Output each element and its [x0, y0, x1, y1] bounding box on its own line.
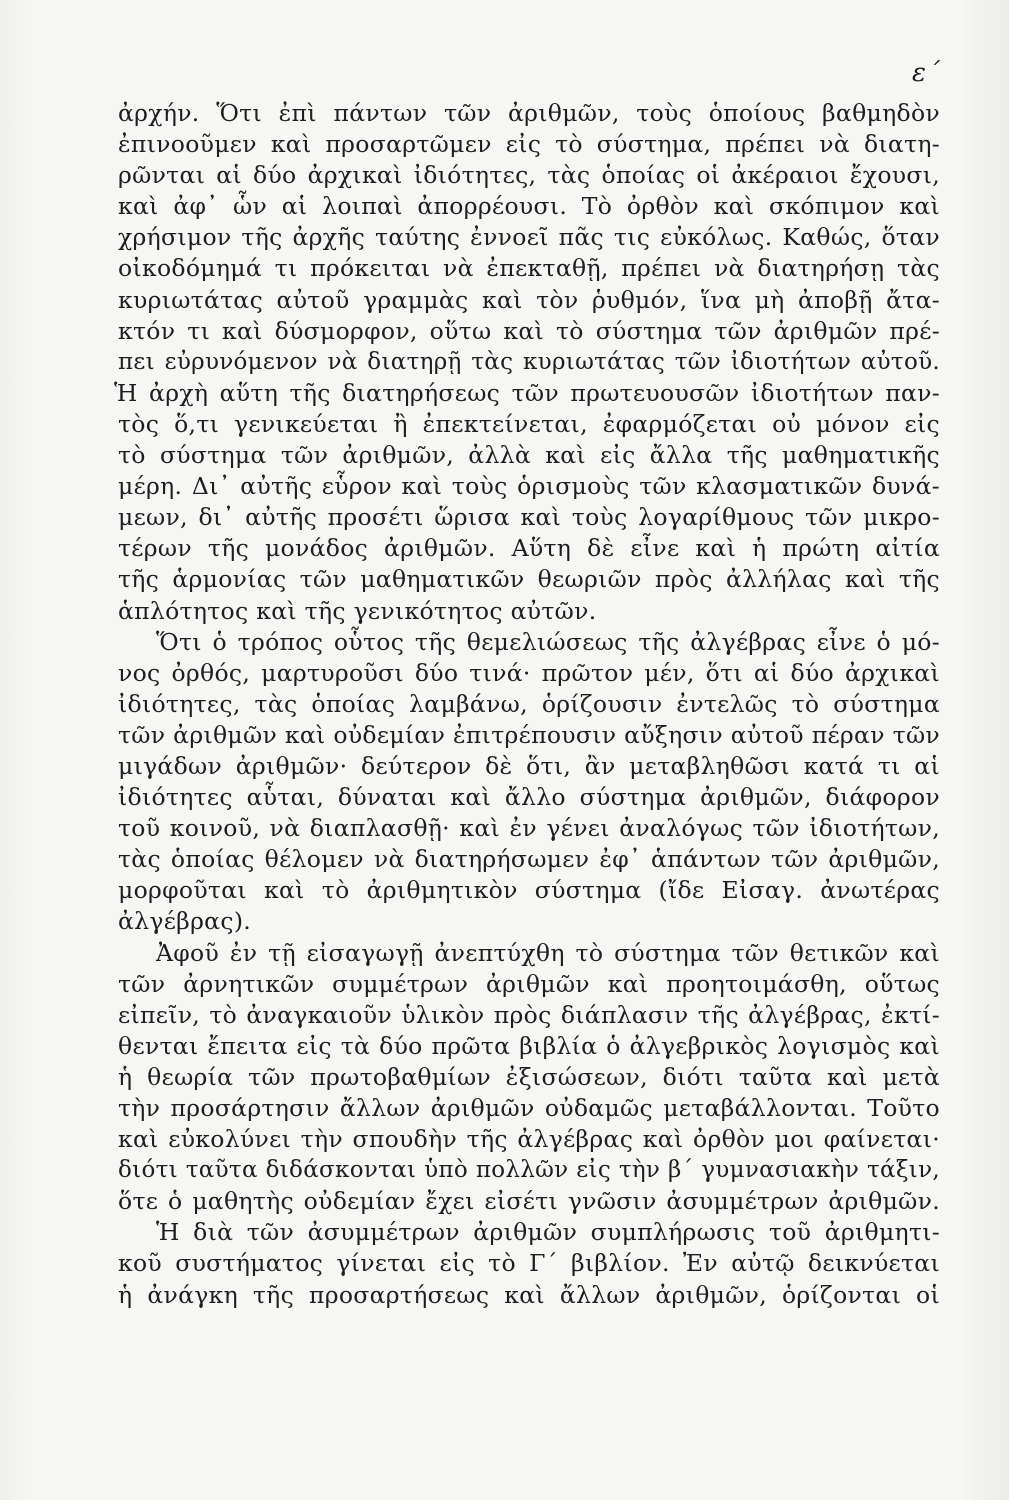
text-line: ἁπλότητος καὶ τῆς γενικότητος αὐτῶν.: [118, 596, 597, 625]
body-text: [114, 98, 940, 1311]
text-line: ἡ ἀνάγκη τῆς προσαρτήσεως καὶ ἄλλων ἀριθμῶν, ὁρίζονται οἱ: [118, 1280, 940, 1309]
page-number: ε΄: [912, 58, 941, 88]
text-line: νος ὀρθός, μαρτυροῦσι δύο τινά· πρῶτον μέν, ὅτι αἱ δύο ἀρχικαὶ: [118, 658, 940, 687]
text-line: οἰκοδόμημά τι πρόκειται νὰ ἐπεκταθῇ, πρέπει νὰ διατηρήσῃ τὰς: [118, 254, 940, 283]
text-line: τὸ σύστημα τῶν ἀριθμῶν, ἀλλὰ καὶ εἰς ἄλλα τῆς μαθηματικῆς: [118, 441, 940, 470]
text-line: τὰς ὁποίας θέλομεν νὰ διατηρήσωμεν ἐφ᾽ ἁπάντων τῶν ἀριθμῶν,: [118, 845, 940, 874]
text-line: μιγάδων ἀριθμῶν· δεύτερον δὲ ὅτι, ἂν μεταβληθῶσι κατά τι αἱ: [118, 751, 940, 780]
text-line: ἐπινοοῦμεν καὶ προσαρτῶμεν εἰς τὸ σύστημα, πρέπει νὰ διατη-: [118, 130, 940, 159]
text-line: καὶ εὐκολύνει τὴν σπουδὴν τῆς ἀλγέβρας καὶ ὀρθὸν μοι φαίνεται·: [118, 1125, 940, 1154]
text-line: τῶν ἀρνητικῶν συμμέτρων ἀριθμῶν καὶ προητοιμάσθη, οὕτως: [118, 969, 940, 998]
text-line: καὶ ἀφ᾽ ὧν αἱ λοιπαὶ ἀπορρέουσι. Τὸ ὀρθὸν καὶ σκόπιμον καὶ: [118, 192, 940, 221]
text-line: ἰδιότητες αὗται, δύναται καὶ ἄλλο σύστημα ἀριθμῶν, διάφορον: [118, 783, 940, 812]
text-line: τοῦ κοινοῦ, νὰ διαπλασθῇ· καὶ ἐν γένει ἀναλόγως τῶν ἰδιοτήτων,: [118, 814, 940, 843]
text-line: Ἡ διὰ τῶν ἀσυμμέτρων ἀριθμῶν συμπλήρωσις τοῦ ἀριθμητι-: [156, 1218, 940, 1247]
text-line: ὅτε ὁ μαθητὴς οὐδεμίαν ἔχει εἰσέτι γνῶσιν ἀσυμμέτρων ἀριθμῶν.: [118, 1187, 940, 1216]
text-line: ἀρχήν. Ὅτι ἐπὶ πάντων τῶν ἀριθμῶν, τοὺς ὁποίους βαθμηδὸν: [118, 99, 940, 127]
text-line: Ἀφοῦ ἐν τῇ εἰσαγωγῇ ἀνεπτύχθη τὸ σύστημα τῶν θετικῶν καὶ: [156, 938, 940, 967]
text-line: Ὅτι ὁ τρόπος οὗτος τῆς θεμελιώσεως τῆς ἀλγέβρας εἶνε ὁ μό-: [156, 627, 940, 656]
text-line: τέρων τῆς μονάδος ἀριθμῶν. Αὕτη δὲ εἶνε καὶ ἡ πρώτη αἰτία: [118, 534, 940, 563]
text-line: κτόν τι καὶ δύσμορφον, οὕτω καὶ τὸ σύστημα τῶν ἀριθμῶν πρέ-: [118, 316, 940, 345]
text-line: τὴν προσάρτησιν ἄλλων ἀριθμῶν οὐδαμῶς μεταβάλλονται. Τοῦτο: [118, 1094, 940, 1122]
text-line: τὸς ὅ,τι γενικεύεται ἢ ἐπεκτείνεται, ἐφαρμόζεται οὐ μόνον εἰς: [118, 409, 940, 438]
text-line: τῶν ἀριθμῶν καὶ οὐδεμίαν ἐπιτρέπουσιν αὔξησιν αὐτοῦ πέραν τῶν: [118, 720, 940, 749]
text-line: θενται ἔπειτα εἰς τὰ δύο πρῶτα βιβλία ὁ ἀλγεβρικὸς λογισμὸς καὶ: [118, 1031, 940, 1060]
text-line: μορφοῦται καὶ τὸ ἀριθμητικὸν σύστημα (ἴδε Εἰσαγ. ἀνωτέρας: [118, 876, 940, 905]
text-line: κυριωτάτας αὐτοῦ γραμμὰς καὶ τὸν ῥυθμόν, ἵνα μὴ ἀποβῇ ἄτα-: [118, 285, 940, 314]
text-line: ἰδιότητες, τὰς ὁποίας λαμβάνω, ὁρίζουσιν ἐντελῶς τὸ σύστημα: [118, 689, 940, 718]
text-line: Ἡ ἀρχὴ αὕτη τῆς διατηρήσεως τῶν πρωτευουσῶν ἰδιοτήτων παν-: [114, 378, 940, 407]
text-line: πει εὐρυνόμενον νὰ διατηρῇ τὰς κυριωτάτας τῶν ἰδιοτήτων αὐτοῦ.: [118, 348, 940, 375]
text-line: κοῦ συστήματος γίνεται εἰς τὸ Γ΄ βιβλίον. Ἐν αὐτῷ δεικνύεται: [118, 1249, 940, 1278]
text-line: τῆς ἁρμονίας τῶν μαθηματικῶν θεωριῶν πρὸς ἀλλήλας καὶ τῆς: [118, 565, 940, 594]
text-line: διότι ταῦτα διδάσκονται ὑπὸ πολλῶν εἰς τὴν β΄ γυμνασιακὴν τάξιν,: [118, 1157, 940, 1184]
text-line: ἀλγέβρας).: [118, 907, 252, 936]
text-line: ἡ θεωρία τῶν πρωτοβαθμίων ἐξισώσεων, διότι ταῦτα καὶ μετὰ: [118, 1062, 940, 1091]
text-line: μεων, δι᾽ αὐτῆς προσέτι ὥρισα καὶ τοὺς λογαρίθμους τῶν μικρο-: [118, 503, 940, 532]
text-line: χρήσιμον τῆς ἀρχῆς ταύτης ἐννοεῖ πᾶς τις εὐκόλως. Καθώς, ὅταν: [118, 223, 940, 252]
text-line: ρῶνται αἱ δύο ἀρχικαὶ ἰδιότητες, τὰς ὁποίας οἱ ἀκέραιοι ἔχουσι,: [118, 161, 940, 190]
text-line: εἰπεῖν, τὸ ἀναγκαιοῦν ὑλικὸν πρὸς διάπλασιν τῆς ἀλγέβρας, ἐκτί-: [118, 1000, 940, 1029]
text-line: μέρη. Δι᾽ αὐτῆς εὗρον καὶ τοὺς ὁρισμοὺς τῶν κλασματικῶν δυνά-: [118, 472, 940, 501]
